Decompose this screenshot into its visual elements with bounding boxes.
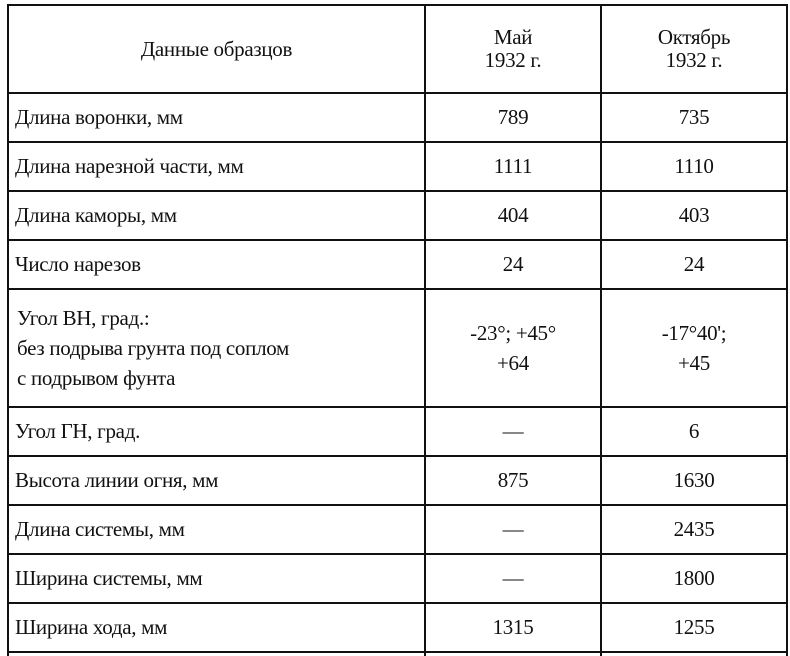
october-value: 735	[601, 93, 787, 142]
may-value	[425, 289, 601, 407]
specifications-table	[7, 4, 788, 656]
october-value	[601, 289, 787, 407]
may-value-line: -23°; +45°	[470, 321, 556, 345]
may-value: 1315	[425, 603, 601, 652]
row-label	[8, 289, 425, 407]
may-value: 875	[425, 456, 601, 505]
row-label: Длина воронки, мм	[8, 93, 425, 142]
table-row	[8, 603, 787, 652]
table-row	[8, 191, 787, 240]
row-label: Ширина хода, мм	[8, 603, 425, 652]
may-value: 1111	[425, 142, 601, 191]
october-value: 6	[601, 407, 787, 456]
table-row	[8, 142, 787, 191]
row-label: Число нарезов	[8, 240, 425, 289]
row-label: Высота линии огня, мм	[8, 456, 425, 505]
october-value-line: +45	[678, 351, 710, 375]
table-row	[8, 407, 787, 456]
october-value: 1110	[601, 142, 787, 191]
october-value: 2435	[601, 505, 787, 554]
may-value: —	[425, 505, 601, 554]
october-value: 24	[601, 240, 787, 289]
may-value: 24	[425, 240, 601, 289]
table-row	[8, 456, 787, 505]
header-parameter-label: Данные образцов	[140, 36, 293, 61]
header-row	[8, 5, 787, 93]
october-value-line: -17°40';	[661, 321, 727, 345]
table-row	[8, 554, 787, 603]
october-value: 403	[601, 191, 787, 240]
october-value: 1800	[601, 554, 787, 603]
row-label: Длина нарезной части, мм	[8, 142, 425, 191]
may-value: 404	[425, 191, 601, 240]
row-label: Длина системы, мм	[8, 505, 425, 554]
may-value: —	[425, 554, 601, 603]
header-parameter	[8, 5, 425, 93]
table-row	[8, 505, 787, 554]
header-may-year: 1932 г.	[484, 48, 542, 72]
row-label-line: Угол ВН, град.:	[17, 306, 150, 330]
row-label-line: без подрыва грунта под соплом	[17, 336, 290, 360]
may-value: 789	[425, 93, 601, 142]
header-may	[425, 5, 601, 93]
october-value: 1255	[601, 603, 787, 652]
row-label-line: с подрывом фунта	[17, 366, 176, 390]
table-row-elevation-angle	[8, 289, 787, 407]
row-label: Ширина системы, мм	[8, 554, 425, 603]
header-october	[601, 5, 787, 93]
header-may-month: Май	[493, 25, 533, 49]
table-row	[8, 240, 787, 289]
table-row	[8, 93, 787, 142]
header-october-month: Октябрь	[657, 25, 731, 49]
row-label: Угол ГН, град.	[8, 407, 425, 456]
may-value-line: +64	[497, 351, 529, 375]
october-value: 1630	[601, 456, 787, 505]
may-value: —	[425, 407, 601, 456]
header-october-year: 1932 г.	[665, 48, 723, 72]
row-label: Длина каморы, мм	[8, 191, 425, 240]
